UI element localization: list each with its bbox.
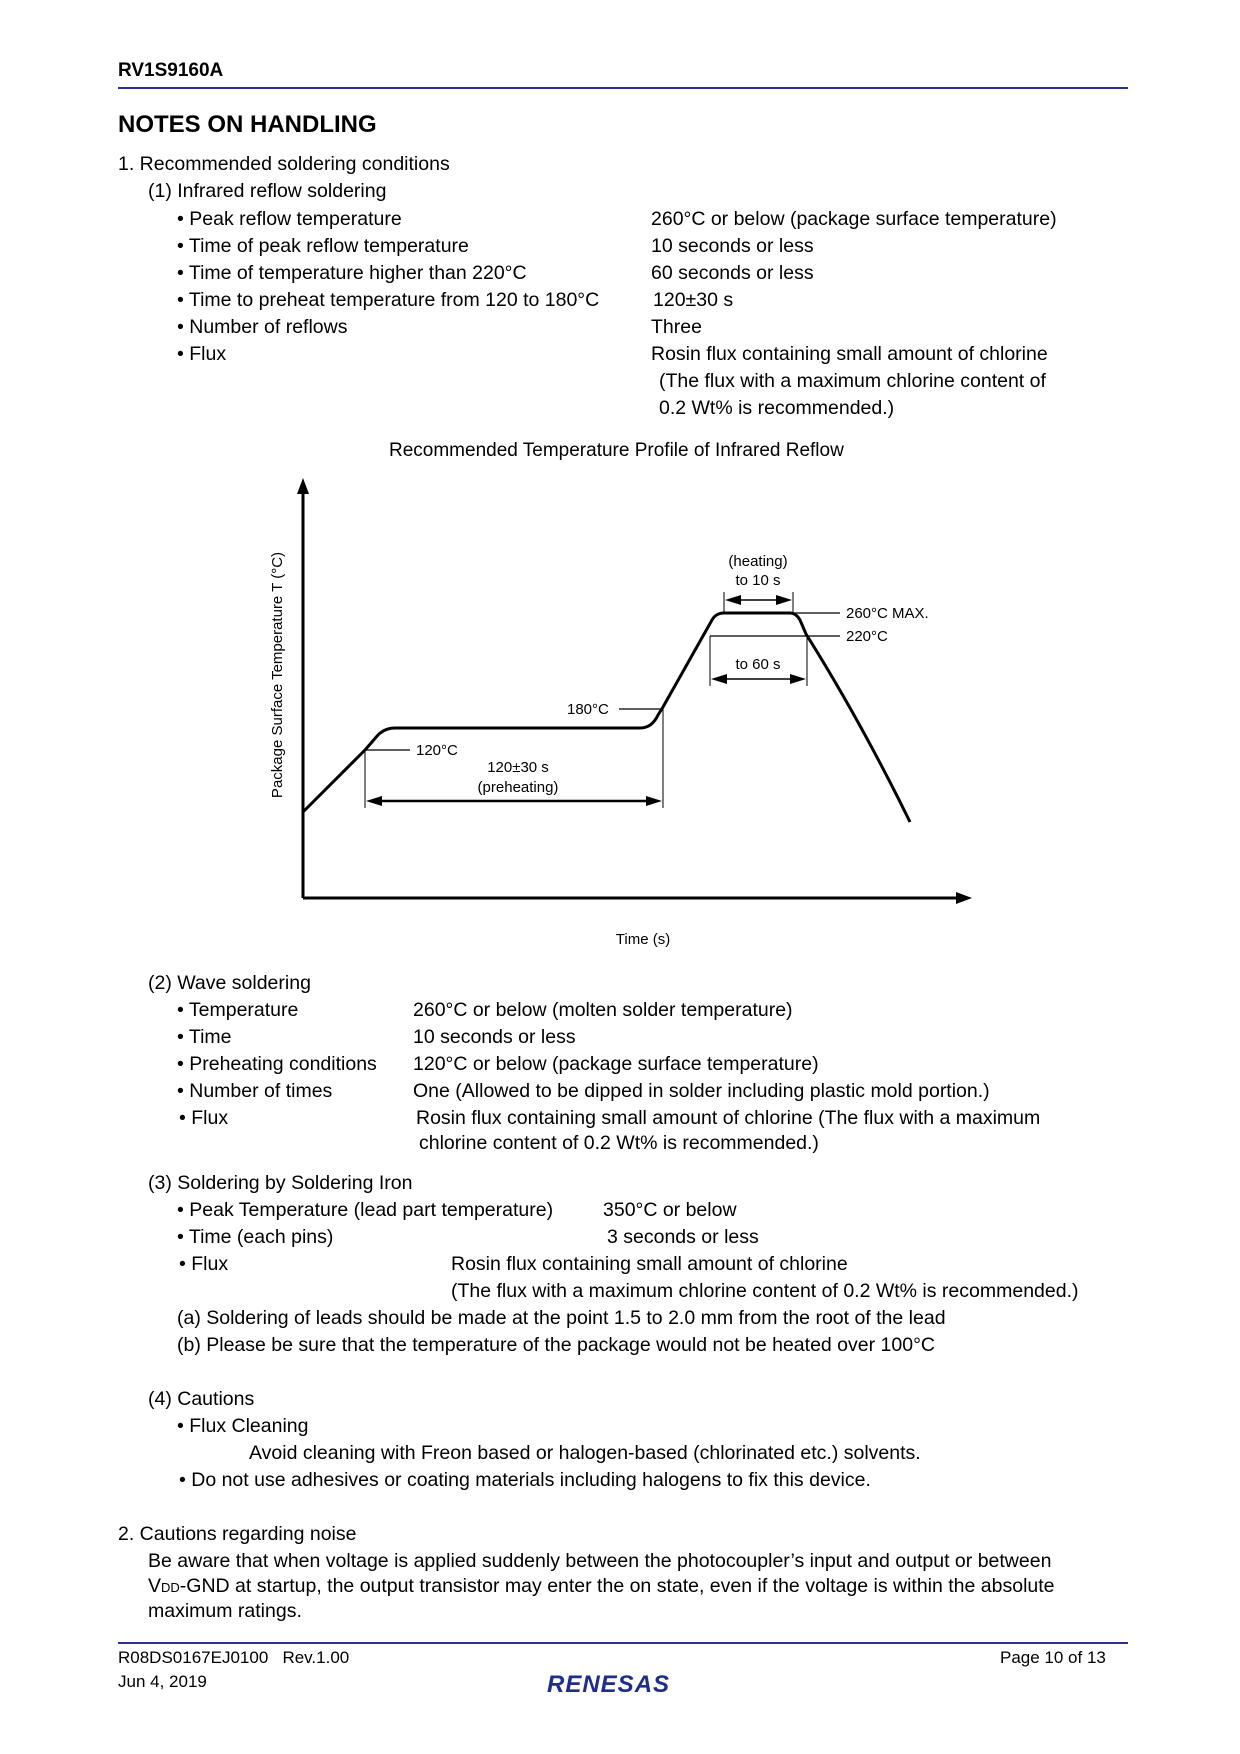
noise-line-3: maximum ratings. <box>148 1600 302 1622</box>
cautions-title: (4) Cautions <box>148 1388 255 1410</box>
iron-title: (3) Soldering by Soldering Iron <box>148 1172 413 1194</box>
ir-value: Three <box>651 316 702 338</box>
ir-value: Rosin flux containing small amount of chlorine <box>651 343 1048 365</box>
wave-value: One (Allowed to be dipped in solder including plastic mold portion.) <box>413 1080 990 1102</box>
y-axis-arrow-icon <box>297 478 309 494</box>
wave-label: • Temperature <box>177 999 299 1021</box>
x-axis-arrow-icon <box>956 892 972 904</box>
vdd-subscript: DD <box>161 1580 180 1595</box>
label-heating-time: to 10 s <box>735 572 781 589</box>
iron-value: 350°C or below <box>603 1199 737 1221</box>
flux-cleaning-label: • Flux Cleaning <box>177 1415 309 1437</box>
wave-value: 10 seconds or less <box>413 1026 576 1048</box>
ir-value: 60 seconds or less <box>651 262 814 284</box>
label-220c: 220°C <box>846 628 888 645</box>
ir-label: • Peak reflow temperature <box>177 208 402 230</box>
renesas-logo: RENESAS <box>547 1671 671 1698</box>
wave-label: • Flux <box>179 1107 229 1129</box>
wave-label: • Preheating conditions <box>177 1053 377 1075</box>
section-2-title: 2. Cautions regarding noise <box>118 1523 357 1545</box>
footer-rule <box>118 1642 1128 1644</box>
chart-title: Recommended Temperature Profile of Infrared Reflow <box>389 440 844 461</box>
ir-value-cont: 0.2 Wt% is recommended.) <box>659 397 895 419</box>
wave-value: 120°C or below (package surface temperature) <box>413 1053 819 1075</box>
part-number: RV1S9160A <box>118 60 224 81</box>
infrared-title: (1) Infrared reflow soldering <box>148 180 387 202</box>
footer-doc-info <box>118 1648 349 1668</box>
iron-label: • Time (each pins) <box>177 1226 334 1248</box>
wave-label: • Time <box>177 1026 232 1048</box>
section-1-title: 1. Recommended soldering conditions <box>118 153 450 175</box>
ir-label: • Number of reflows <box>177 316 348 338</box>
iron-value: Rosin flux containing small amount of chlorine <box>451 1253 848 1275</box>
wave-label: • Number of times <box>177 1080 333 1102</box>
noise-line-2 <box>148 1575 1055 1598</box>
ir-value: 260°C or below (package surface temperature) <box>651 208 1057 230</box>
label-260c-max: 260°C MAX. <box>846 605 929 622</box>
footer-date: Jun 4, 2019 <box>118 1672 207 1691</box>
noise-line-2-rest: -GND at startup, the output transistor may enter the on state, even if the voltage is within the absolute <box>179 1575 1055 1597</box>
ir-value-cont: (The flux with a maximum chlorine content of <box>659 370 1046 392</box>
label-above-220-time: to 60 s <box>735 656 781 673</box>
vdd-symbol: V <box>148 1575 162 1597</box>
ir-value: 10 seconds or less <box>651 235 814 257</box>
label-120c: 120°C <box>416 742 458 759</box>
ir-label: • Flux <box>177 343 227 365</box>
iron-note-a: (a) Soldering of leads should be made at the point 1.5 to 2.0 mm from the root of the lead <box>177 1307 946 1329</box>
label-heating: (heating) <box>728 553 788 570</box>
wave-value-cont: chlorine content of 0.2 Wt% is recommended.) <box>419 1132 819 1154</box>
wave-value: 260°C or below (molten solder temperature) <box>413 999 793 1021</box>
y-axis-label: Package Surface Temperature T (°C) <box>269 551 286 799</box>
iron-label: • Peak Temperature (lead part temperature) <box>177 1199 554 1221</box>
doc-number: R08DS0167EJ0100 <box>118 1648 269 1667</box>
adhesives-note: • Do not use adhesives or coating materials including halogens to fix this device. <box>179 1469 871 1491</box>
label-preheat-time: 120±30 s <box>487 759 549 776</box>
iron-value-cont: (The flux with a maximum chlorine content of 0.2 Wt% is recommended.) <box>451 1280 1079 1302</box>
iron-note-b: (b) Please be sure that the temperature of the package would not be heated over 100°C <box>177 1334 935 1356</box>
page-title: NOTES ON HANDLING <box>118 111 377 138</box>
flux-cleaning-detail: Avoid cleaning with Freon based or halogen-based (chlorinated etc.) solvents. <box>249 1442 921 1464</box>
x-axis-label: Time (s) <box>615 931 671 948</box>
revision: Rev.1.00 <box>282 1648 350 1667</box>
ir-label: • Time to preheat temperature from 120 to 180°C <box>177 289 600 311</box>
wave-value: Rosin flux containing small amount of chlorine (The flux with a maximum <box>416 1107 1041 1129</box>
ir-label: • Time of temperature higher than 220°C <box>177 262 527 284</box>
label-180c: 180°C <box>567 701 609 718</box>
wave-title: (2) Wave soldering <box>148 972 311 994</box>
page-number: Page 10 of 13 <box>1000 1648 1106 1667</box>
iron-label: • Flux <box>179 1253 229 1275</box>
iron-value: 3 seconds or less <box>607 1226 759 1248</box>
noise-line-1: Be aware that when voltage is applied suddenly between the photocoupler’s input and output or between <box>148 1550 1052 1572</box>
label-preheating: (preheating) <box>477 779 559 796</box>
ir-value: 120±30 s <box>653 289 734 311</box>
ir-label: • Time of peak reflow temperature <box>177 235 469 257</box>
